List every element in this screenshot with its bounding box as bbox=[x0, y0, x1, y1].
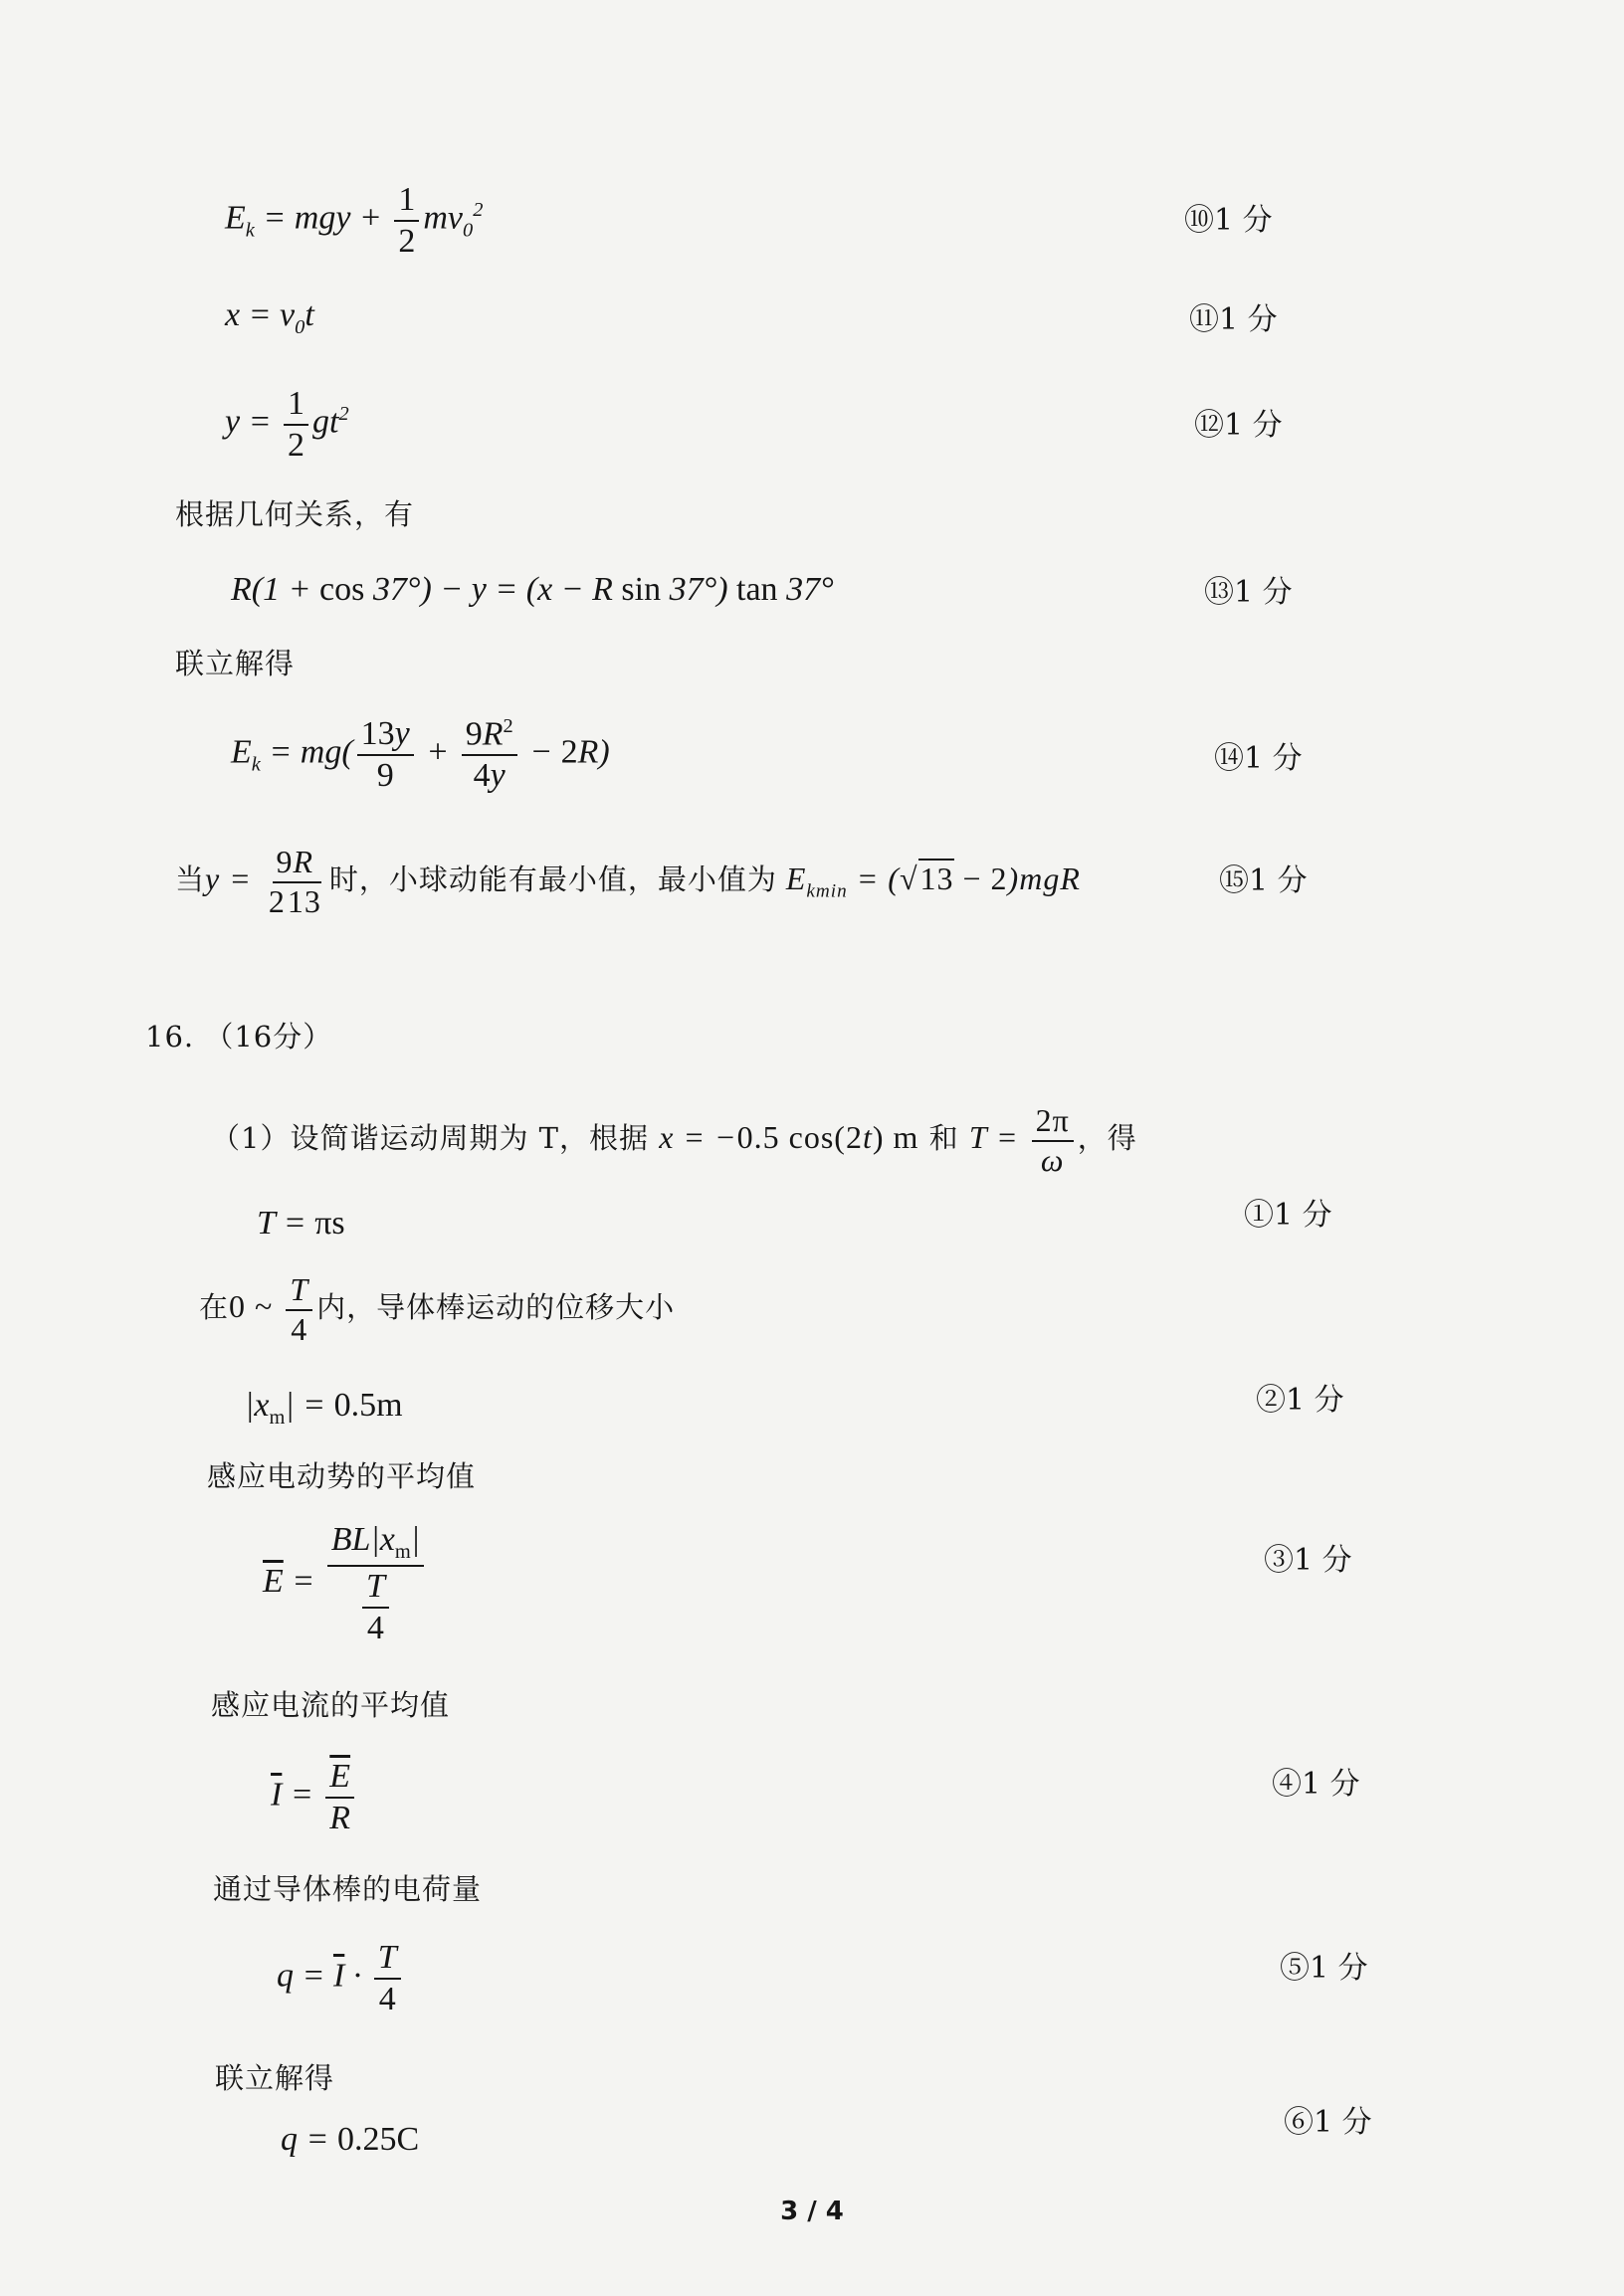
text-range-suffix: 内，导体棒运动的位移大小 bbox=[316, 1289, 676, 1324]
text-part1-and: 和 bbox=[928, 1120, 959, 1155]
equation-y: y = $\frac{1}{2}$ $gt^2$ bbox=[225, 385, 349, 464]
question-16-header: 16. （16分） bbox=[145, 1020, 333, 1053]
text-part1-intro: （1）设简谐运动周期为 T，根据 x = −0.5 cos(2t) m 和 T = $\frac{2\pi}{\omega}$ ，得 bbox=[211, 1102, 1137, 1178]
score-q16-4: ④1 分 bbox=[1272, 1767, 1360, 1802]
equation-charge: $q = \overline{I}$ · $\frac{T}{4}$ bbox=[277, 1940, 405, 2016]
score-14: ⑭1 分 bbox=[1214, 741, 1303, 776]
text-emf-average: 感应电动势的平均值 bbox=[207, 1459, 477, 1493]
score-q16-6: ⑥1 分 bbox=[1284, 2105, 1372, 2140]
text-range: 在0 ~ $\frac{T}{4}$ 内，导体棒运动的位移大小 bbox=[199, 1271, 676, 1347]
score-13: ⑬1 分 bbox=[1204, 575, 1293, 610]
score-q16-2: ②1 分 bbox=[1256, 1383, 1344, 1418]
text-solve-1: 联立解得 bbox=[175, 647, 296, 680]
score-15: ⑮1 分 bbox=[1219, 863, 1308, 898]
equation-displacement: $|x_m| = 0.5m$ bbox=[245, 1387, 403, 1429]
equation-x: $x = v_0t$ bbox=[225, 296, 314, 338]
score-q16-1: ①1 分 bbox=[1244, 1198, 1332, 1233]
text-min-condition: 当y = $\frac{9R}{213}$ 时，小球动能有最小值，最小值为 $E_{kmin} = (√13 - 2)mgR$ bbox=[175, 844, 1081, 919]
text-when-suffix: 时，小球动能有最小值，最小值为 bbox=[328, 861, 777, 896]
text-part1-end: ，得 bbox=[1077, 1120, 1137, 1155]
equation-period: T = πs bbox=[257, 1205, 345, 1242]
equation-kinetic-energy: $E_k$ = mgy + $\frac{1}{2}$ $mv_0^2$ bbox=[225, 181, 484, 260]
equation-current: $\overline{I}$ = $\frac{\overline{E}}{R}$ bbox=[271, 1759, 358, 1835]
text-charge: 通过导体棒的电荷量 bbox=[213, 1872, 483, 1906]
text-solve-2: 联立解得 bbox=[215, 2061, 335, 2095]
score-11: ⑪1 分 bbox=[1189, 302, 1278, 337]
score-q16-3: ③1 分 bbox=[1264, 1543, 1352, 1578]
score-12: ⑫1 分 bbox=[1194, 408, 1283, 443]
equation-charge-result: q = 0.25C bbox=[281, 2121, 420, 2158]
text-range-prefix: 在 bbox=[199, 1289, 230, 1324]
text-geometry: 根据几何关系，有 bbox=[175, 497, 415, 531]
page-number-text: 3 / 4 bbox=[780, 2197, 844, 2226]
score-10: ⑩1 分 bbox=[1184, 203, 1273, 238]
equation-geometry: R(1 + cos 37°) − y = (x − R sin 37°) tan 37° bbox=[231, 571, 834, 608]
text-part1-lead: （1）设简谐运动周期为 T，根据 bbox=[211, 1120, 650, 1155]
equation-ek-function: $E_k = mg$( $\frac{13y}{9}$ + $\frac{9R^2}{4y}$ − 2R) bbox=[231, 715, 610, 795]
text-when-prefix: 当 bbox=[175, 861, 206, 896]
page-number bbox=[0, 2197, 1624, 2226]
equation-emf: $\overline{E}$ = $\frac{BL|x_m|}{\frac{T}{4}}$ bbox=[263, 1522, 428, 1646]
score-q16-5: ⑤1 分 bbox=[1280, 1951, 1368, 1986]
text-current-average: 感应电流的平均值 bbox=[211, 1688, 451, 1722]
